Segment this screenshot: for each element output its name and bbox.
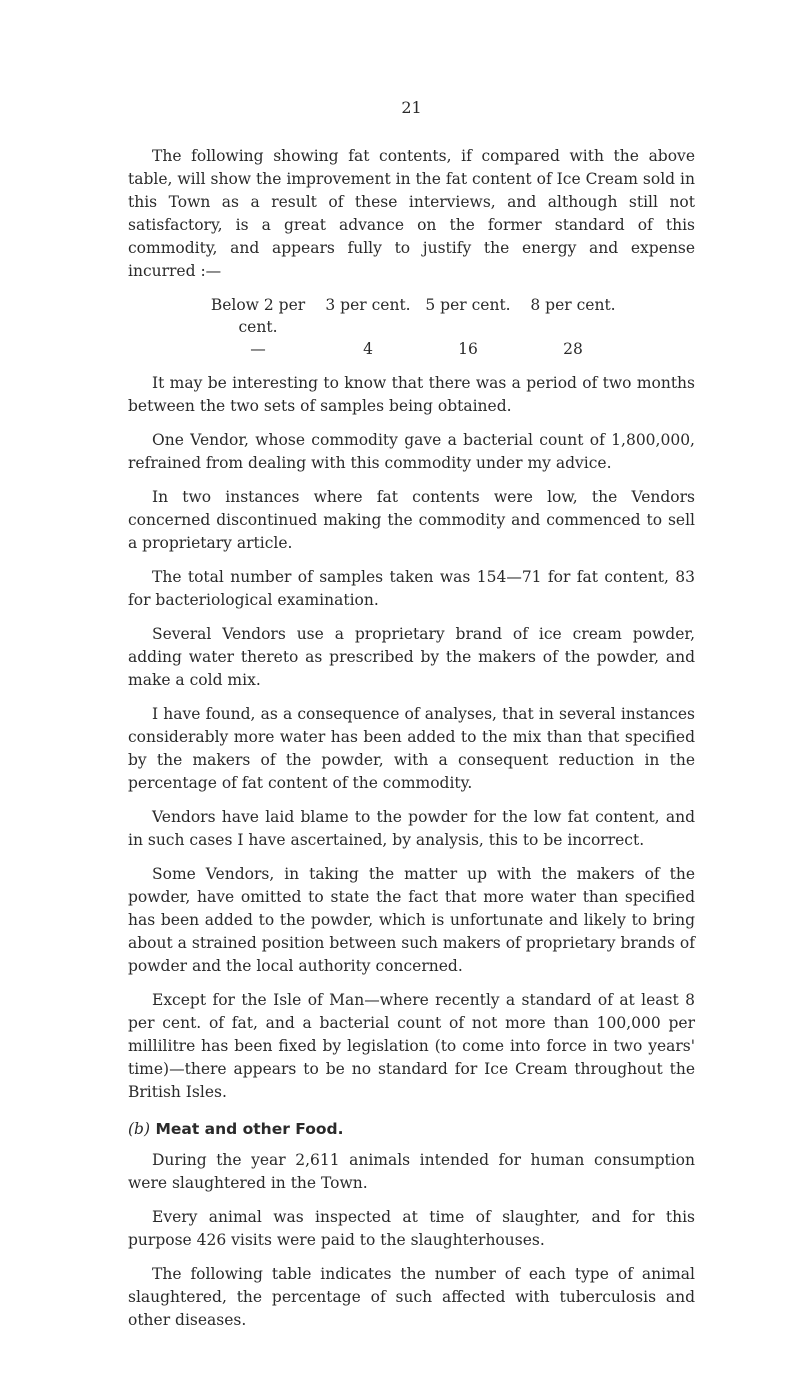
section-title: Meat and other Food. bbox=[155, 1120, 344, 1138]
paragraph: During the year 2,611 animals intended for human consumption were slaughtered in the Town. bbox=[128, 1151, 695, 1192]
paragraph: Every animal was inspected at time of slaughter, and for this purpose 426 visits were paid to the slaughterhouses. bbox=[128, 1208, 695, 1249]
fat-table-header: 3 per cent. bbox=[325, 296, 411, 314]
fat-table-value: 16 bbox=[458, 340, 478, 358]
paragraph: One Vendor, whose commodity gave a bacterial count of 1,800,000, refrained from dealing with this commodity under my advice. bbox=[128, 431, 695, 472]
fat-content-table bbox=[198, 294, 695, 360]
paragraph: The following showing fat contents, if compared with the above table, will show the improvement in the fat content of Ice Cream sold in this Town as a result of these interviews, and although still not satisfactory, is a great advance on the former standard of this commodity, and appears fully to justify the energy and expense incurred :— bbox=[128, 147, 695, 280]
paragraph: Except for the Isle of Man—where recently a standard of at least 8 per cent. of fat, and a bacterial count of not more than 100,000 per millilitre has been fixed by legislation (to come into force in two years' time)—there appears to be no standard for Ice Cream throughout the British Isles. bbox=[128, 991, 695, 1101]
fat-table-header: 5 per cent. bbox=[425, 296, 511, 314]
fat-table-header: Below 2 per cent. bbox=[210, 296, 306, 336]
fat-table-value: 28 bbox=[563, 340, 583, 358]
paragraph: The following table indicates the number of each type of animal slaughtered, the percentage of such affected with tuberculosis and other diseases. bbox=[128, 1265, 695, 1329]
paragraph: I have found, as a consequence of analyses, that in several instances considerably more water has been added to the mix than that specified by the makers of the powder, with a consequent reduction in the percentage of fat content of the commodity. bbox=[128, 705, 695, 792]
paragraph: Some Vendors, in taking the matter up with the makers of the powder, have omitted to state the fact that more water than specified has been added to the powder, which is unfortunate and likely to bring about a strained position between such makers of proprietary brands of powder and the local authority concerned. bbox=[128, 865, 695, 975]
fat-table-header: 8 per cent. bbox=[530, 296, 616, 314]
fat-table-value: 4 bbox=[363, 340, 373, 358]
section-letter: (b) bbox=[128, 1120, 151, 1138]
paragraph: Vendors have laid blame to the powder for the low fat content, and in such cases I have ascertained, by analysis, this to be incorrect. bbox=[128, 808, 695, 849]
document-page bbox=[128, 96, 695, 1343]
page-number: 21 bbox=[401, 98, 422, 117]
paragraph: In two instances where fat contents were low, the Vendors concerned discontinued making the commodity and commenced to sell a proprietary article. bbox=[128, 488, 695, 552]
paragraph: The total number of samples taken was 154—71 for fat content, 83 for bacteriological examination. bbox=[128, 568, 695, 609]
paragraph: Several Vendors use a proprietary brand of ice cream powder, adding water thereto as prescribed by the makers of the powder, and make a cold mix. bbox=[128, 625, 695, 689]
paragraph: It may be interesting to know that there was a period of two months between the two sets of samples being obtained. bbox=[128, 374, 695, 415]
section-heading bbox=[128, 1118, 695, 1141]
fat-table-value: — bbox=[250, 340, 266, 358]
